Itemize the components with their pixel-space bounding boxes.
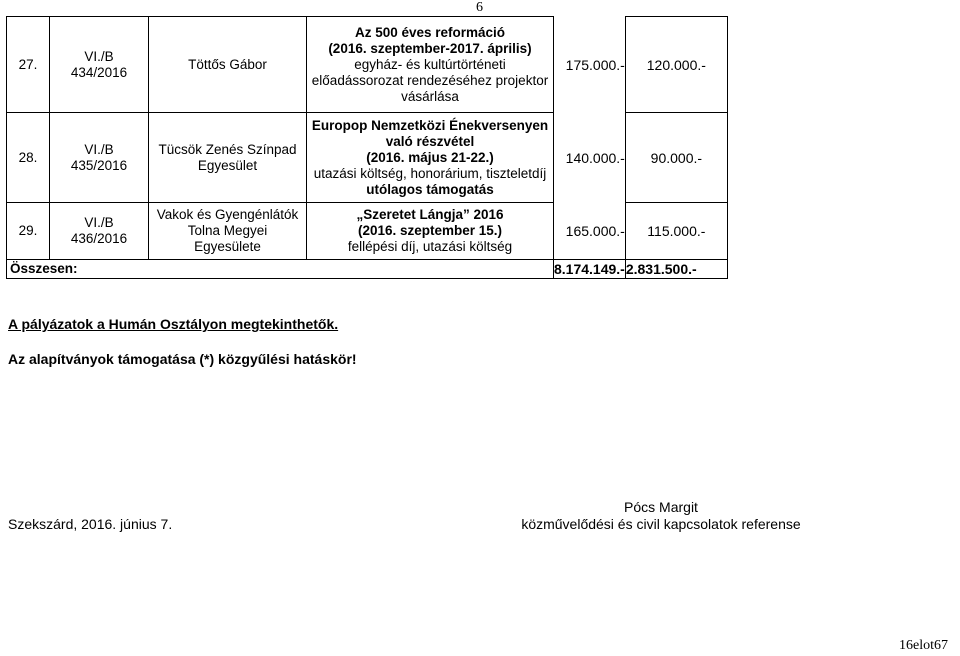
requested-amount: 165.000.- xyxy=(565,222,625,239)
applicant-name: Vakok és Gyengénlátók Tolna Megyei Egyesülete xyxy=(149,203,307,260)
file-reference: VI./B 436/2016 xyxy=(50,203,149,260)
table-row xyxy=(7,113,783,203)
row-number: 28. xyxy=(7,113,50,203)
grant-description: Europop Nemzetközi Énekversenyen való részvétel (2016. május 21-22.) utazási költség, honorárium, tiszteletdíj utólagos támogatás xyxy=(307,113,554,203)
row-number: 27. xyxy=(7,17,50,113)
signatory-title: közművelődési és civil kapcsolatok referense xyxy=(521,516,801,532)
applicant-name: Tücsök Zenés Színpad Egyesület xyxy=(149,113,307,203)
place-date: Szekszárd, 2016. június 7. xyxy=(8,516,173,532)
total-supported: 2.831.500.- xyxy=(625,260,727,279)
table-row xyxy=(7,203,783,260)
note-applications: A pályázatok a Humán Osztályon megtekinthetők. xyxy=(8,316,339,332)
document-code: 16elot67 xyxy=(899,638,948,653)
row-number: 29. xyxy=(7,203,50,260)
total-requested: 8.174.149.- xyxy=(554,261,625,277)
file-reference: VI./B 435/2016 xyxy=(50,113,149,203)
requested-amount: 175.000.- xyxy=(565,56,625,73)
total-label: Összesen: xyxy=(7,260,554,279)
page-number: 6 xyxy=(476,0,483,15)
table-row xyxy=(7,17,783,113)
grant-description: Az 500 éves reformáció (2016. szeptember-2017. április) egyház- és kultúrtörténeti előadássorozat rendezéséhez projektor vásárlása xyxy=(307,17,554,113)
total-row xyxy=(7,260,783,279)
requested-amount: 140.000.- xyxy=(565,149,625,166)
supported-amount: 115.000.- xyxy=(625,203,727,260)
supported-amount: 120.000.- xyxy=(625,17,727,113)
grants-table xyxy=(6,16,783,279)
applicant-name: Töttős Gábor xyxy=(149,17,307,113)
grant-description: „Szeretet Lángja” 2016 (2016. szeptember 15.) fellépési díj, utazási költség xyxy=(307,203,554,260)
supported-amount: 90.000.- xyxy=(625,113,727,203)
signatory-name: Pócs Margit xyxy=(624,499,698,515)
file-reference: VI./B 434/2016 xyxy=(50,17,149,113)
note-foundations: Az alapítványok támogatása (*) közgyűlési hatáskör! xyxy=(8,351,357,367)
